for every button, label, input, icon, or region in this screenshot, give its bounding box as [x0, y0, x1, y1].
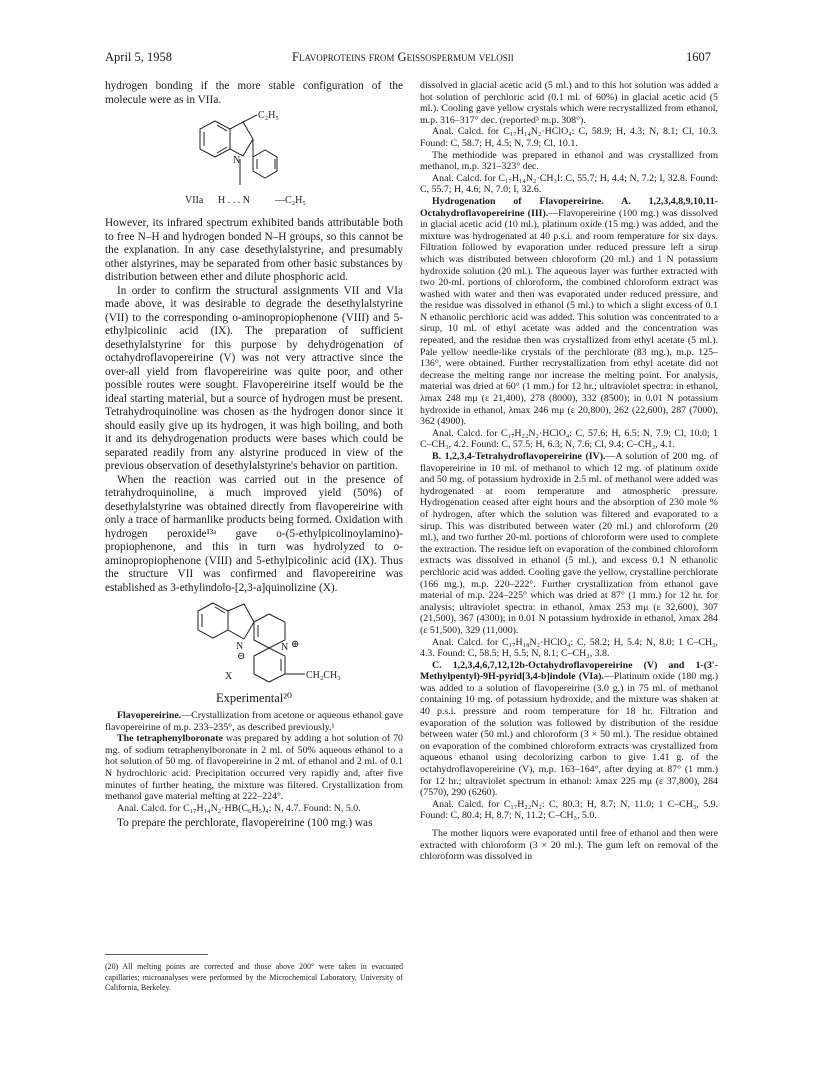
- analysis: Anal. Calcd. for C₁₇H₂₂N₂: C, 80.3; H, 8.7; N, 11.0; 1 C–CH₃, 5.9. Found: C, 80.4; H, 8.7; N, 11.2; C–CH₃, 5.0.: [420, 798, 718, 822]
- analysis: Anal. Calcd. for C₁₇H₁₄N₂·HClO₄: C, 58.9; H, 4.3; N, 8.1; Cl, 10.3. Found: C, 58.7; H, 4.5; N, 7.9; Cl, 10.1.: [420, 126, 718, 149]
- structure-x: [105, 595, 403, 687]
- experimental-heading: Experimental²⁰: [215, 691, 293, 705]
- analysis: Anal. Calcd. for C₁₇H₁₄N₂·HB(C₆H₅)₄: N, 4.7. Found: N, 5.0.: [117, 802, 361, 814]
- paragraph: dissolved in glacial acetic acid (5 ml.) and to this hot solution was added a hot solution of perchloric acid (0.1 ml. of 60%) in glacial acetic acid (5 ml.). Cooling gave yellow crystals which were recrystallized from ethanol, m.p. 316–317° dec. (reported³ m.p. 308°).: [420, 80, 718, 126]
- analysis: Anal. Calcd. for C₁₇H₁₈N₂·HClO₄: C, 58.2; H, 5.4; N, 8.0; 1 C–CH₃, 4.3. Found: C, 58.5; H, 5.5; N, 8.1; C–CH₃, 3.8.: [420, 636, 718, 660]
- viia-label: VIIa: [185, 195, 204, 206]
- viia-c2h5-top: C₂H₅: [258, 110, 279, 121]
- paragraph-title: Flavopereirine.: [117, 710, 182, 721]
- left-column: [105, 80, 403, 831]
- paragraph: To prepare the perchlorate, flavopereirine (100 mg.) was: [117, 817, 373, 830]
- paragraph: The mother liquors were evaporated until free of ethanol and then were extracted with chloroform (3 × 20 ml.). The gum left on removal of the chloroform was dissolved in: [420, 828, 718, 863]
- paragraph-text: —Crystallization from acetone or aqueous ethanol gave flavopereirine of m.p. 233–235°, as described previously.¹: [105, 710, 403, 733]
- paragraph: In order to confirm the structural assignments VII and VIa made above, it was desirable to degrade the desethylalstyrine (VII) to the corresponding o-aminopropiophenone (VIII) and 5-ethylpicolinic acid (IX). The preparation of sufficient desethylalstyrine for this purpose by dehydrogenation of octahydroflavopereirine (V) was not very attractive since the over-all yield from flavopereirine was quite poor, and other possible routes were sought. Flavopereirine itself would be the ideal starting material, but a source of hydrogen must be present. Tetrahydroquinoline was chosen as the hydrogen donor since it should easily give up its hydrogen, it was high boiling, and both it and its dehydrogenation products were bases which could be separated readily from any alstyrine produced in view of the previous observation of desethylalstyrine's behavior on partition.: [105, 284, 403, 472]
- x-plus: ⊕: [291, 639, 300, 650]
- paragraph: [420, 451, 718, 637]
- viia-c2h5-bottom: —C₂H₅: [275, 195, 306, 206]
- header-date: April 5, 1958: [105, 50, 173, 64]
- paragraph: [105, 710, 403, 733]
- viia-nh: H . . . N: [218, 195, 250, 206]
- paragraph: [105, 733, 403, 803]
- paragraph: [420, 196, 718, 428]
- footnote-text: (20) All melting points are corrected and those above 200° were taken in evacuated capillaries; microanalyses were performed by the Microchemical Laboratory, University of California, Berkeley.: [105, 962, 403, 992]
- footnote: [105, 962, 403, 994]
- x-label: X: [225, 671, 233, 682]
- x-sub: CH₂CH₃: [306, 670, 341, 681]
- structure-viia: [105, 107, 403, 217]
- paragraph: When the reaction was carried out in the presence of tetrahydroquinoline, a much improved yield (50%) of desethylalstyrine was obtained directly from flavopereirine with only a trace of harmanlike products being formed. Oxidation with hydrogen peroxide¹³ᵃ gave o-(5-ethylpicolinoylamino)-propiophenone, and this in turn was hydrolyzed to o-aminopropiophenone (VIII) and 5-ethylpicolinic acid (IX). Thus the structure VII was confirmed and flavopereirine was established as 3-ethylindolo-[2,3-a]quinolizine (X).: [105, 473, 403, 594]
- paragraph-title: C. 1,2,3,4,6,7,12,12b-Octahydroflavopereirine (V) and 1-(3′-Methylpentyl)-9H-pyrid[3,4-b]indole (VIa).: [420, 659, 718, 683]
- page-number: 1607: [686, 50, 711, 64]
- analysis: Anal. Calcd. for C₁₇H₁₄N₂·CH₃I: C, 55.7; H, 4.4; N, 7.2; I, 32.8. Found: C, 55.7; H, 4.6; N, 7.0; I, 32.6.: [420, 172, 718, 196]
- x-n-right: N: [281, 642, 289, 653]
- footnote-rule: [105, 954, 208, 955]
- paragraph-text: —Flavopereirine (100 mg.) was dissolved in glacial acetic acid (10 ml.), platinum oxide (15 mg.) was added, and the mixture was hydrogenated at 40 p.s.i. and room temperature for six days. Filtration followed by evaporation under reduced pressure left a sirup which was distributed between chloroform (20 ml.) and 1 N potassium hydroxide solution (20 ml.). The aqueous layer was further extracted with two 20-ml. portions of chloroform, the combined chloroform extract was washed with water and then was evaporated under reduced pressure, and the residue was dissolved in ethanol (5 ml.) to which a slight excess of 0.1 N ethanolic perchloric acid was added. This solution was concentrated to a sirup, 10 ml. of ethyl acetate was added and the concentration was repeated, and the residue then was crystallized from ethyl acetate (5 ml.). Pale yellow needle-like crystals of the perchlorate (83 mg.), m.p. 125–136°, were obtained. Further recrystallization from ethyl acetate did not decrease the melting range nor increase the melting point. For analysis, material was dried at 60° (1 mm.) for 12 hr.; ultraviolet spectra: in ethanol, λmax 248 mμ (ε 21,400), 278 (8000), 332 (8500); in 0.01 N potassium hydroxide in ethanol, λmax 246 mμ (ε 20,800), 262 (22,600), 287 (7000), 362 (4900).: [420, 207, 718, 428]
- paragraph: hydrogen bonding if the more stable configuration of the molecule were as in VIIa.: [105, 80, 403, 106]
- x-minus: ⊖: [237, 651, 246, 662]
- paragraph-text: —A solution of 200 mg. of flavopereirine in 10 ml. of methanol to which 12 mg. of platinum oxide and 50 mg. of potassium hydroxide in 2.5 ml. of methanol were added was hydrogenated at room temperature and atmospheric pressure. Hydrogenation ceased after eight hours and the absorption of 230 mole % of hydrogen, after which the solution was filtered and evaporated to a sirup. This was distributed between water (20 ml.) and chloroform (20 ml.), and two further 20-ml. portions of chloroform were used to complete the extraction. The residue left on evaporation of the combined chloroform extracts was dissolved in ethanol (5 ml.), and excess 0.1 N ethanolic perchloric acid was added. Cooling gave the yellow, crystalline perchlorate (166 mg.), m.p. 220–222°. Further crystallization from ethanol gave material of m.p. 224–225° which was dried at 87° (1 mm.) for 12 hr. for analysis; ultraviolet spectra: in ethanol, λmax 253 mμ (ε 32,600), 307 (21,500), 367 (4300); in 0.01 N potassium hydroxide in ethanol, λmax 284 (ε 51,500), 329 (11,000).: [420, 451, 718, 636]
- paragraph: [420, 660, 718, 799]
- paragraph-title: B. 1,2,3,4-Tetrahydroflavopereirine (IV).: [432, 451, 606, 462]
- running-title: Flavoproteins from Geissospermum velosii: [292, 50, 514, 64]
- x-n-left: N: [236, 641, 244, 652]
- viia-n-ring: N: [233, 155, 241, 166]
- paragraph: The methiodide was prepared in ethanol and was crystallized from methanol, m.p. 321–323° dec.: [420, 149, 718, 173]
- paragraph-title: The tetraphenylboronate: [117, 733, 223, 745]
- structure-viia-labels: [185, 110, 306, 206]
- paragraph-title: Hydrogenation of Flavopereirine. A. 1,2,3,4,8,9,10,11-Octahydroflavopereirine (III).: [420, 195, 718, 219]
- paragraph-text: was prepared by adding a hot solution of 70 mg. of sodium tetraphenylboronate in 2 ml. of 50% aqueous ethanol to a hot solution of 50 mg. of flavopereirine in 2 ml. of ethanol and 2 ml. of 0.1 N hydrochloric acid. Precipitation occurred very rapidly and, after five minutes of further heating, the mixture was filtered. Crystallization from methanol gave material melting at 222–224°.: [105, 733, 403, 803]
- paragraph: However, its infrared spectrum exhibited bands attributable both to free N–H and hydrogen bonded N–H groups, so this cannot be the explanation. In any case desethylalstyrine, and presumably other alstyrines, may be separated from other basic substances by distribution between ether and dilute phosphoric acid.: [105, 217, 403, 283]
- analysis: Anal. Calcd. for C₁₇H₂₂N₂·HClO₄: C, 57.6; H, 6.5; N, 7.9; Cl, 10.0; 1 C–CH₃, 4.2. Found: C, 57.5; H, 6.3; N, 7.6; Cl, 9.4; C–CH₃, 4.1.: [420, 427, 718, 451]
- right-column: [420, 80, 718, 863]
- paragraph-text: —Platinum oxide (180 mg.) was added to a solution of flavopereirine (3.0 g.) in 75 ml. of methanol containing 10 mg. of potassium hydroxide, and the mixture was shaken at 40 p.s.i. pressure and room temperature for 18 hr. Filtration and evaporation of the solution was followed by distribution of the residue between water (50 ml.) and chloroform (3 × 50 ml.). The residue obtained on evaporation of the combined chloroform extracts was crystallized from aqueous ethanol using decolorizing carbon to give 1.41 g. of the octahydroflavopereirine (V), m.p. 163–164°, after drying at 87° (1 mm.) for 12 hr.; ultraviolet spectrum in ethanol: λmax 225 mμ (ε 37,800), 284 (7570), 290 (6260).: [420, 671, 718, 799]
